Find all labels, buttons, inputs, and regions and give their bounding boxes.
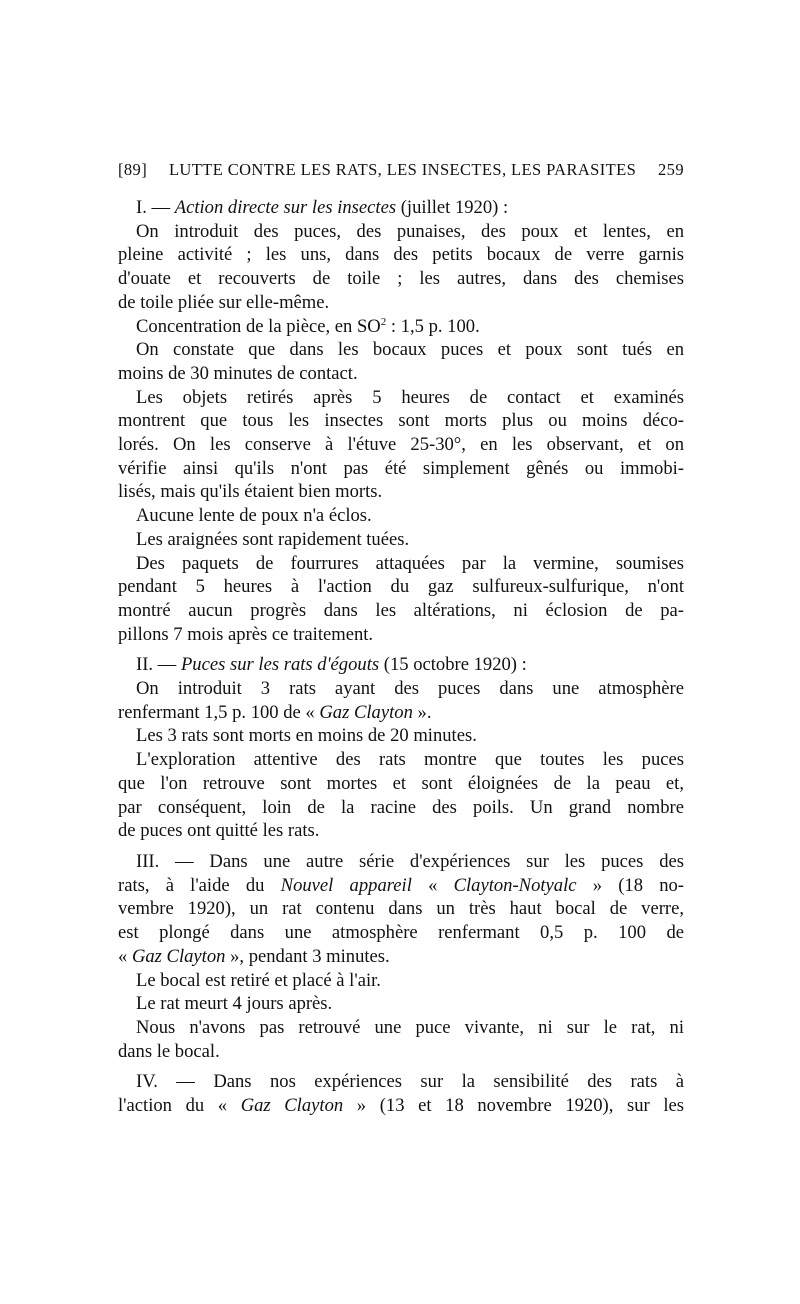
text-line: pendant 5 heures à l'action du gaz sulfureux-sulfurique, n'ont bbox=[118, 576, 684, 598]
section-heading: I. — Action directe sur les insectes (juillet 1920) : bbox=[136, 197, 509, 218]
text-line: est plongé dans une atmosphère renfermant 0,5 p. 100 de bbox=[118, 922, 684, 944]
text-line: montré aucun progrès dans les altérations, ni éclosion de pa- bbox=[118, 599, 684, 621]
text-line: lorés. On les conserve à l'étuve 25-30°, en les observant, et on bbox=[118, 434, 684, 456]
text-line: l'action du « Gaz Clayton » (13 et 18 novembre 1920), sur les bbox=[118, 1095, 684, 1117]
text-line: de puces ont quitté les rats. bbox=[118, 820, 320, 842]
text-line: d'ouate et recouverts de toile ; les autres, dans des chemises bbox=[118, 268, 684, 290]
text-line: dans le bocal. bbox=[118, 1040, 220, 1062]
text-line: L'exploration attentive des rats montre que toutes les puces bbox=[136, 749, 684, 771]
text-line: que l'on retrouve sont mortes et sont éloignées de la peau et, bbox=[118, 772, 684, 794]
body-text bbox=[118, 196, 684, 1118]
text-line: rats, à l'aide du Nouvel appareil « Clayton-Notyalc » (18 no- bbox=[118, 874, 684, 896]
text-line: Les araignées sont rapidement tuées. bbox=[136, 528, 410, 550]
text-line: pillons 7 mois après ce traitement. bbox=[118, 623, 374, 645]
text-line: vembre 1920), un rat contenu dans un très haut bocal de verre, bbox=[118, 898, 684, 920]
text-line: pleine activité ; les uns, dans des petits bocaux de verre garnis bbox=[118, 244, 684, 266]
text-line: Le bocal est retiré et placé à l'air. bbox=[136, 969, 381, 991]
text-line: « Gaz Clayton », pendant 3 minutes. bbox=[118, 945, 390, 967]
text-line: moins de 30 minutes de contact. bbox=[118, 362, 358, 384]
section-heading: II. — Puces sur les rats d'égouts (15 octobre 1920) : bbox=[136, 654, 527, 676]
section-heading: III. — Dans une autre série d'expériences sur les puces des bbox=[136, 850, 684, 872]
section-heading: IV. — Dans nos expériences sur la sensibilité des rats à bbox=[136, 1071, 684, 1093]
text-line: lisés, mais qu'ils étaient bien morts. bbox=[118, 481, 383, 503]
text-line: On introduit des puces, des punaises, des poux et lentes, en bbox=[136, 220, 684, 242]
running-header bbox=[118, 160, 684, 180]
text-line: Concentration de la pièce, en $SO^2$ : 1,5 p. 100. bbox=[136, 315, 480, 337]
text-line: par conséquent, loin de la racine des poils. Un grand nombre bbox=[118, 796, 684, 818]
text-line: Les 3 rats sont morts en moins de 20 minutes. bbox=[136, 725, 477, 747]
page-reference: [89] bbox=[118, 160, 148, 179]
text-line: On introduit 3 rats ayant des puces dans une atmosphère bbox=[136, 678, 684, 700]
text-line: montrent que tous les insectes sont morts plus ou moins déco- bbox=[118, 410, 684, 432]
text-line: de toile pliée sur elle-même. bbox=[118, 291, 330, 313]
text-line: vérifie ainsi qu'ils n'ont pas été simplement gênés ou immobi- bbox=[118, 457, 684, 479]
text-line: Nous n'avons pas retrouvé une puce vivante, ni sur le rat, ni bbox=[136, 1016, 684, 1038]
text-line: Aucune lente de poux n'a éclos. bbox=[136, 505, 372, 527]
text-line: Les objets retirés après 5 heures de contact et examinés bbox=[136, 386, 684, 408]
running-title: LUTTE CONTRE LES RATS, LES INSECTES, LES PARASITES bbox=[168, 160, 637, 179]
text-line: renfermant 1,5 p. 100 de « Gaz Clayton ». bbox=[118, 701, 432, 723]
text-line: Des paquets de fourrures attaquées par la vermine, soumises bbox=[136, 552, 684, 574]
text-line: Le rat meurt 4 jours après. bbox=[136, 993, 333, 1015]
page-number: 259 bbox=[658, 160, 684, 179]
text-line: On constate que dans les bocaux puces et poux sont tués en bbox=[136, 339, 684, 361]
